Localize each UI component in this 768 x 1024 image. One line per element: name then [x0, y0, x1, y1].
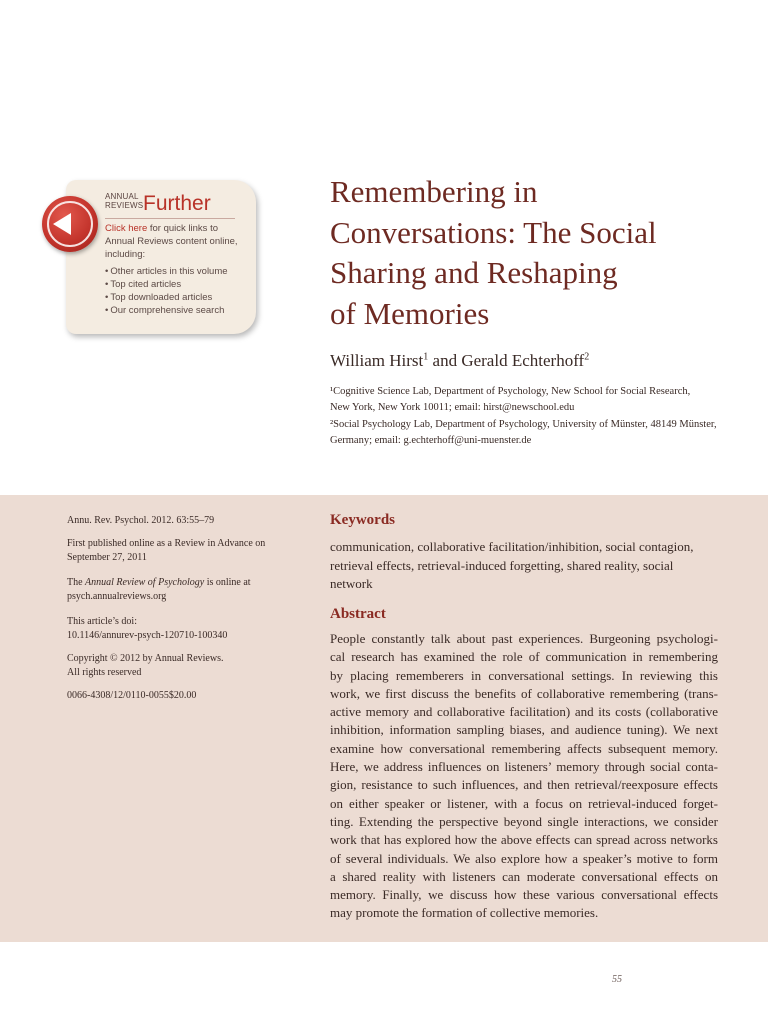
affiliation-line: Germany; email: g.echterhoff@uni-muenster.de: [330, 434, 532, 446]
issn: 0066-4308/12/0110-0055$20.00: [67, 690, 197, 701]
keywords-heading: Keywords: [330, 512, 395, 528]
abstract-line: People constantly talk about past experiences. Burgeoning psychologi-: [330, 631, 718, 646]
author-hirst: William Hirst: [330, 351, 424, 370]
click-here-link[interactable]: Click here: [105, 223, 148, 234]
keywords-line: network: [330, 576, 373, 591]
further-link-top-downloaded[interactable]: • Top downloaded articles: [105, 291, 253, 304]
affiliation-1: [330, 384, 740, 415]
intro-text: for quick links to: [147, 223, 218, 234]
further-label: Further: [143, 192, 211, 215]
abstract-line: active memory and collaborative facilitation) and its costs (collaborative: [330, 704, 718, 720]
first-published: [67, 537, 297, 564]
abstract-line: memory. Finally, we discuss how these various conversational effects: [330, 887, 718, 903]
arrow-triangle: [53, 213, 71, 235]
abstract-line: work that has explored how the above effects can spread across networks: [330, 832, 718, 848]
author-echterhoff: and Gerald Echterhoff: [428, 351, 585, 370]
journal-name: Annual Review of Psychology: [85, 577, 205, 588]
meta-text: is online at: [204, 577, 251, 588]
abstract-line: ting. Extending the perspective beyond single interactions, we consider: [330, 813, 718, 829]
affiliation-2: [330, 417, 740, 448]
meta-text: The: [67, 577, 86, 588]
author-sup: 1: [423, 351, 429, 363]
brand-line1: ANNUAL: [105, 192, 139, 201]
rights: All rights reserved: [67, 666, 142, 678]
title-line: Remembering in: [330, 174, 538, 209]
keywords-line: retrieval effects, retrieval-induced forgetting, shared reality, social: [330, 557, 674, 573]
abstract-line: of several individuals. We also explore how a speaker’s motive to form: [330, 850, 718, 866]
citation: Annu. Rev. Psychol. 2012. 63:55–79: [67, 515, 215, 526]
meta-line: First published online as a Review in Advance on: [67, 538, 266, 549]
copyright: Copyright © 2012 by Annual Reviews.: [67, 653, 224, 664]
title-line: of Memories: [330, 295, 490, 331]
intro-line3: including:: [105, 249, 146, 260]
doi-label: This article’s doi:: [67, 616, 137, 627]
affiliation-line: New York, New York 10011; email: hirst@newschool.edu: [330, 401, 575, 413]
keywords-text: [330, 538, 720, 594]
online-availability: [67, 576, 297, 603]
abstract-line: may promote the formation of collective memories.: [330, 905, 599, 921]
copyright-block: [67, 652, 297, 679]
further-link-list: [105, 265, 253, 317]
annual-reviews-brand: [105, 192, 143, 210]
brand-line2: REVIEWS: [105, 201, 144, 210]
abstract-heading: Abstract: [330, 606, 386, 622]
author-list: [330, 351, 589, 371]
author-sup: 2: [584, 351, 590, 363]
abstract-line: examine how conversational remembering affects subsequent memory.: [330, 740, 718, 756]
keywords-line: communication, collaborative facilitation/inhibition, social contagion,: [330, 539, 694, 554]
article-title: [330, 172, 730, 334]
doi-value[interactable]: 10.1146/annurev-psych-120710-100340: [67, 629, 228, 641]
further-divider: [105, 218, 235, 219]
page-number: 55: [612, 974, 622, 985]
abstract-line: a shared reality with listeners can moderate conversational effects on: [330, 868, 718, 884]
abstract-line: inhibition, information sampling biases, and audience tuning). We next: [330, 722, 718, 738]
abstract-line: Here, we address influences on listeners’ memory through social conta-: [330, 759, 718, 775]
title-line: Sharing and Reshaping: [330, 255, 618, 290]
abstract-line: work, we first discuss the benefits of collaborative remembering (trans-: [330, 685, 718, 701]
abstract-text: [330, 630, 718, 923]
abstract-line: by placing rememberers in conversational settings. In reviewing this: [330, 667, 718, 683]
title-line: Conversations: The Social: [330, 214, 657, 250]
further-link-search[interactable]: • Our comprehensive search: [105, 304, 253, 317]
journal-url[interactable]: psych.annualreviews.org: [67, 590, 167, 602]
further-link-top-cited[interactable]: • Top cited articles: [105, 278, 253, 291]
abstract-line: gion, resistance to such influences, and then retrieval/reexposure effects: [330, 777, 718, 793]
left-arrow-icon[interactable]: [42, 196, 98, 252]
meta-line: September 27, 2011: [67, 551, 147, 563]
abstract-line: on either speaker or listener, with a focus on retrieval-induced forget-: [330, 795, 718, 811]
intro-line2: Annual Reviews content online,: [105, 236, 238, 247]
affiliation-line: ²Social Psychology Lab, Department of Psychology, University of Münster, 48149 Münster,: [330, 419, 717, 430]
further-link-other-articles[interactable]: • Other articles in this volume: [105, 265, 253, 278]
affiliation-line: ¹Cognitive Science Lab, Department of Psychology, New School for Social Research,: [330, 386, 691, 397]
doi-block: [67, 615, 297, 642]
abstract-line: cal research has examined the role of communication in remembering: [330, 649, 718, 665]
further-description: [105, 222, 253, 317]
